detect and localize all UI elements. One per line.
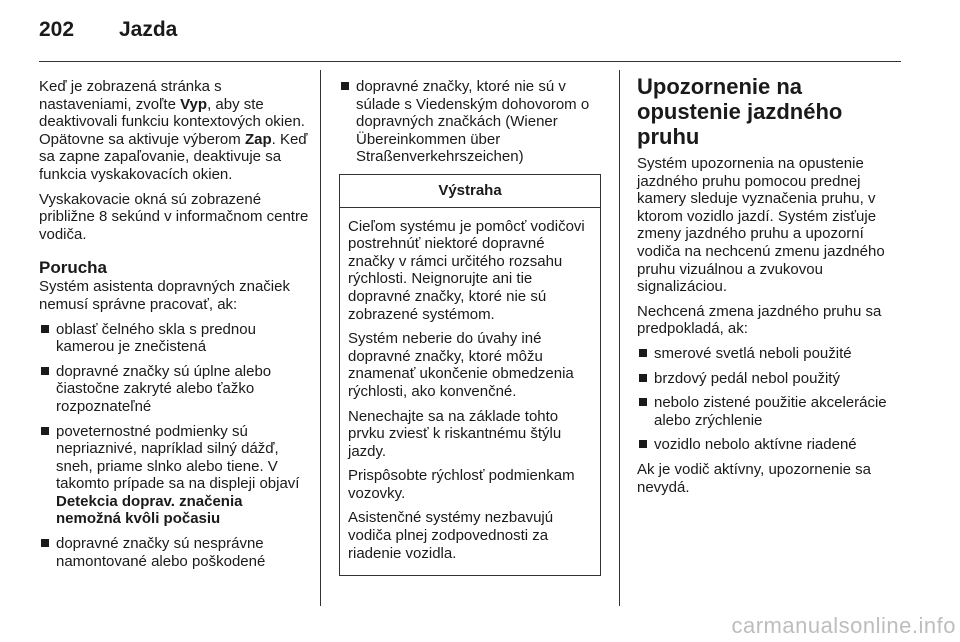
column-3: [637, 74, 901, 503]
bullet-icon: [41, 539, 49, 547]
bullet-icon: [639, 440, 647, 448]
header-rule: [39, 61, 901, 62]
bullet-icon: [639, 398, 647, 406]
warning-paragraph: Nenechajte sa na základe tohto prvku zviesť k riskantnému štýlu jazdy.: [348, 407, 562, 460]
warning-paragraph: Cieľom systému je pomôcť vodičovi postrehnúť niektoré dopravné značky v rámci určitého rozsahu rýchlosti. Neignorujte ani tie dopravné značky, ktoré nie sú zobrazené systémom.: [348, 217, 585, 323]
list-item: poveternostné podmienky sú nepriaznivé, napríklad silný dážď, sneh, priame slnko alebo tiene. V takomto prípade sa na displeji objaví Detekcia doprav. značenia nemožná kvôli počasiu: [39, 423, 309, 529]
list-item: nebolo zistené použitie akcelerácie alebo zrýchlenie: [637, 394, 901, 429]
warning-paragraph: Asistenčné systémy nezbavujú vodiča plnej zodpovednosti za riadenie vozidla.: [348, 509, 554, 562]
fault-list: [39, 321, 309, 571]
warning-body: [340, 208, 600, 576]
column-1: [39, 78, 309, 577]
page-number: 202: [39, 18, 75, 41]
warning-title: Výstraha: [340, 175, 600, 208]
paragraph-lane-intro: Systém upozornenia na opustenie jazdného pruhu pomocou prednej kamery sleduje vyznačenia pruhu, v ktorom vozidlo jazdí. Systém zisťuje zmeny jazdného pruhu a upozorní vodiča na nechcenú zmenu jazdného pruhu vizuálnou a zvukovou signalizáciou.: [637, 155, 885, 296]
paragraph-lane-conditions: Nechcená zmena jazdného pruhu sa predpokladá, ak:: [637, 302, 882, 338]
list-item: brzdový pedál nebol použitý: [637, 370, 901, 388]
fault-list-continued: [339, 78, 601, 166]
bullet-icon: [639, 374, 647, 382]
list-item: dopravné značky sú úplne alebo čiastočne zakryté alebo ťažko rozpoznateľné: [39, 363, 309, 416]
column-2: [339, 78, 601, 576]
section-heading-lane-departure: Upozornenie na opustenie jazdného pruhu: [637, 74, 843, 149]
display-message: Detekcia doprav. značenia nemožná kvôli počasiu: [56, 492, 243, 528]
paragraph-popup-settings: Keď je zobrazená stránka s nastaveniami, zvoľte Vyp, aby ste deaktivovali funkciu kontextových okien. Opätovne sa aktivuje výberom Zap. Keď sa zapne zapaľovanie, deaktivuje sa funkcia vyskakovacích okien.: [39, 78, 308, 183]
column-divider-1: [320, 70, 321, 606]
paragraph-fault-intro: Systém asistenta dopravných značiek nemusí správne pracovať, ak:: [39, 278, 290, 313]
section-heading-porucha: Porucha: [39, 258, 108, 278]
bullet-icon: [41, 427, 49, 435]
warning-paragraph: Prispôsobte rýchlosť podmienkam vozovky.: [348, 467, 575, 502]
option-zap: Zap: [244, 130, 272, 148]
list-item: dopravné značky sú nesprávne namontované alebo poškodené: [39, 535, 309, 570]
warning-paragraph: Systém neberie do úvahy iné dopravné značky, ktoré môžu znamenať ukončenie obmedzenia rýchlosti, ako konvenčné.: [348, 330, 574, 400]
list-item: smerové svetlá neboli použité: [637, 345, 901, 363]
list-item: oblasť čelného skla s prednou kamerou je znečistená: [39, 321, 309, 356]
page-title: Jazda: [119, 18, 178, 41]
paragraph-popup-duration: Vyskakovacie okná sú zobrazené približne 8 sekúnd v informačnom centre vodiča.: [39, 190, 309, 243]
bullet-icon: [41, 367, 49, 375]
watermark: carmanualsonline.info: [731, 613, 956, 638]
paragraph-lane-active: Ak je vodič aktívny, upozornenie sa nevydá.: [637, 460, 872, 496]
list-item: dopravné značky, ktoré nie sú v súlade s Viedenským dohovorom o dopravných značkách (Wiener Übereinkommen über Straßenverkehrszeichen): [339, 78, 601, 166]
column-divider-2: [619, 70, 620, 606]
warning-box: [339, 174, 601, 576]
bullet-icon: [639, 349, 647, 357]
list-item: vozidlo nebolo aktívne riadené: [637, 436, 901, 454]
lane-conditions-list: [637, 345, 901, 454]
option-vyp: Vyp: [180, 95, 208, 113]
bullet-icon: [341, 82, 349, 90]
bullet-icon: [41, 325, 49, 333]
